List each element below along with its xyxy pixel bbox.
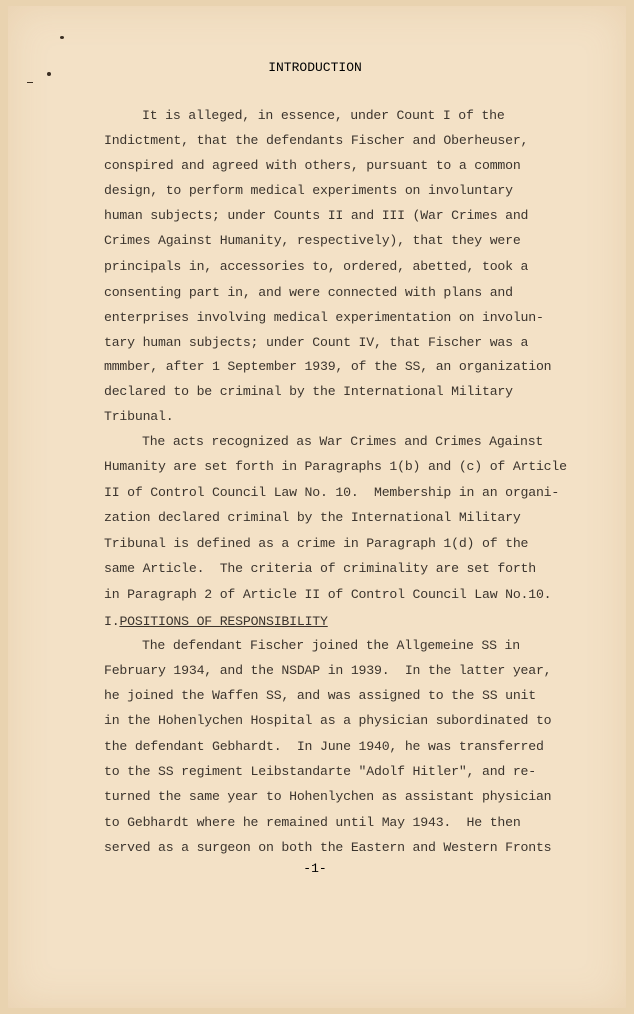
text-line: Crimes Against Humanity, respectively), that they were: [104, 233, 521, 248]
text-line: The defendant Fischer joined the Allgemeine SS in: [142, 638, 520, 653]
section-heading-text: POSITIONS OF RESPONSIBILITY: [119, 614, 328, 629]
text-line: enterprises involving medical experimentation on involun-: [104, 310, 544, 325]
text-line: turned the same year to Hohenlychen as assistant physician: [104, 789, 552, 804]
text-line: the defendant Gebhardt. In June 1940, he was transferred: [104, 739, 544, 754]
text-line: tary human subjects; under Count IV, that Fischer was a: [104, 335, 529, 350]
section-number: I.: [104, 614, 120, 629]
ink-mark: [60, 36, 64, 39]
document-page: [8, 6, 626, 1008]
text-line: conspired and agreed with others, pursuant to a common: [104, 158, 521, 173]
text-line: The acts recognized as War Crimes and Crimes Against: [142, 434, 544, 449]
text-line: design, to perform medical experiments on involuntary: [104, 183, 513, 198]
page-title: INTRODUCTION: [268, 60, 362, 75]
text-line: II of Control Council Law No. 10. Membership in an organi-: [104, 485, 560, 500]
text-line: consenting part in, and were connected with plans and: [104, 285, 513, 300]
text-line: human subjects; under Counts II and III (War Crimes and: [104, 208, 529, 223]
text-line: principals in, accessories to, ordered, abetted, took a: [104, 259, 529, 274]
text-line: Tribunal.: [104, 409, 174, 424]
text-line: in the Hohenlychen Hospital as a physician subordinated to: [104, 713, 552, 728]
text-line: to Gebhardt where he remained until May 1943. He then: [104, 815, 521, 830]
text-line: mmmber, after 1 September 1939, of the SS, an organization: [104, 359, 552, 374]
text-line: It is alleged, in essence, under Count I of the: [142, 108, 505, 123]
text-line: to the SS regiment Leibstandarte "Adolf Hitler", and re-: [104, 764, 536, 779]
ink-mark: [27, 82, 33, 83]
text-line: zation declared criminal by the International Military: [104, 510, 521, 525]
page-number: -1-: [303, 861, 327, 876]
text-line: February 1934, and the NSDAP in 1939. In the latter year,: [104, 663, 552, 678]
text-line: declared to be criminal by the International Military: [104, 384, 513, 399]
text-line: Tribunal is defined as a crime in Paragraph 1(d) of the: [104, 536, 529, 551]
section-heading: [104, 614, 328, 629]
text-line: Indictment, that the defendants Fischer and Oberheuser,: [104, 133, 529, 148]
text-line: Humanity are set forth in Paragraphs 1(b) and (c) of Article: [104, 459, 567, 474]
text-line: same Article. The criteria of criminality are set forth: [104, 561, 536, 576]
text-line: he joined the Waffen SS, and was assigned to the SS unit: [104, 688, 536, 703]
text-line: served as a surgeon on both the Eastern and Western Fronts: [104, 840, 552, 855]
text-line: in Paragraph 2 of Article II of Control Council Law No.10.: [104, 587, 552, 602]
ink-mark: [47, 72, 51, 76]
